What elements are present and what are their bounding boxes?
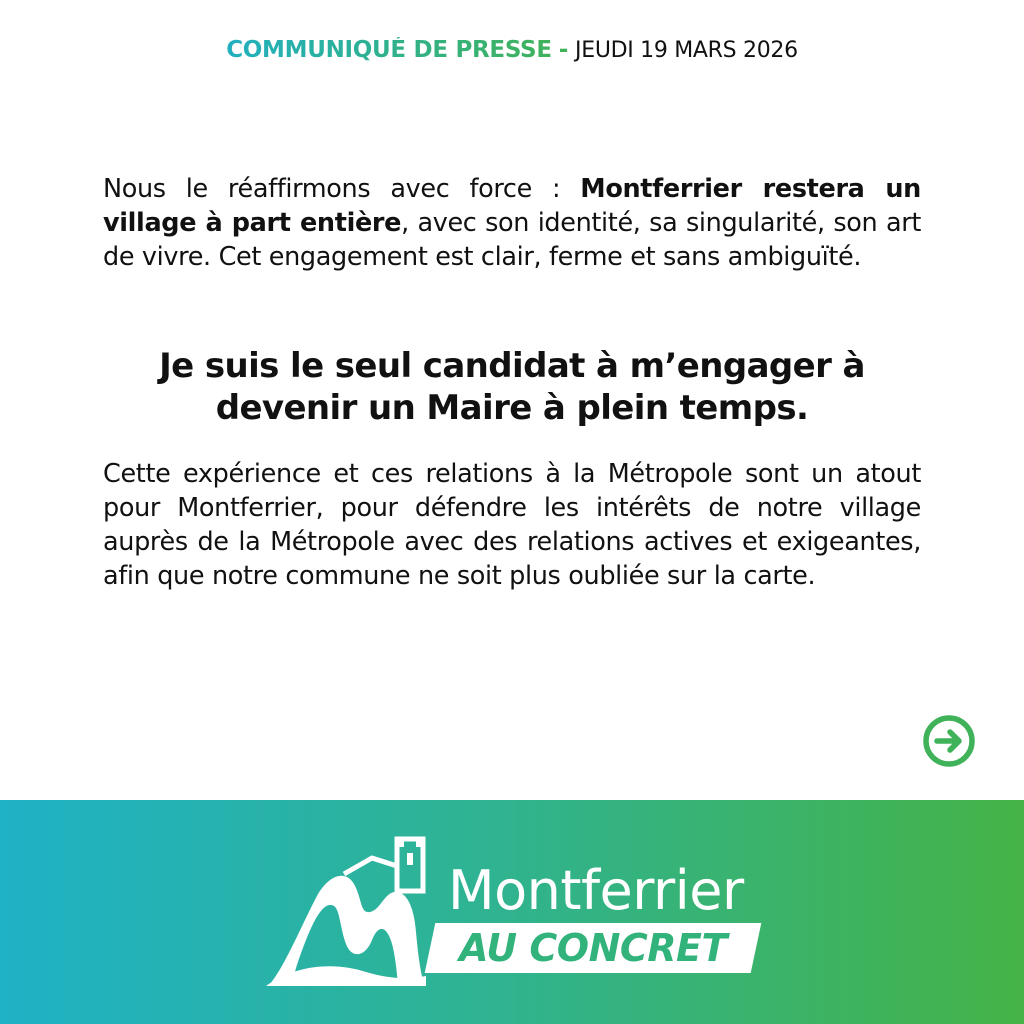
press-release-label: COMMUNIQUÉ DE PRESSE [226, 37, 552, 63]
arrow-right-circle-icon [920, 712, 978, 770]
headline-line-1: Je suis le seul candidat à m’engager à [159, 346, 865, 386]
headline [80, 345, 944, 429]
intro-tail: , avec son identité, sa singularité, son art de vivre. Cet engagement est clair, ferme et sans ambiguïté. [103, 208, 921, 272]
village-m-logo-icon [266, 836, 426, 986]
intro-emphasis: Montferrier restera un village à part entière [103, 174, 921, 238]
brand-tagline: AU CONCRET [459, 926, 727, 970]
next-slide-button[interactable] [920, 712, 978, 770]
body-paragraph: Cette expérience et ces relations à la Métropole sont un atout pour Montferrier, pour défendre les intérêts de notre village auprès de la Métropole avec des relations actives et exigeantes, afin que notre commune ne soit plus oubliée sur la carte. [103, 459, 921, 591]
press-release-date: JEUDI 19 MARS 2026 [575, 38, 798, 63]
header-separator: - [558, 37, 569, 63]
intro-paragraph [103, 172, 921, 274]
brand-name: Montferrier [448, 859, 744, 922]
press-release-header [0, 34, 1024, 67]
headline-line-2: devenir un Maire à plein temps. [215, 388, 809, 428]
intro-lead: Nous le réaffirmons avec force : [103, 174, 581, 204]
brand-tagline-box [425, 923, 762, 973]
